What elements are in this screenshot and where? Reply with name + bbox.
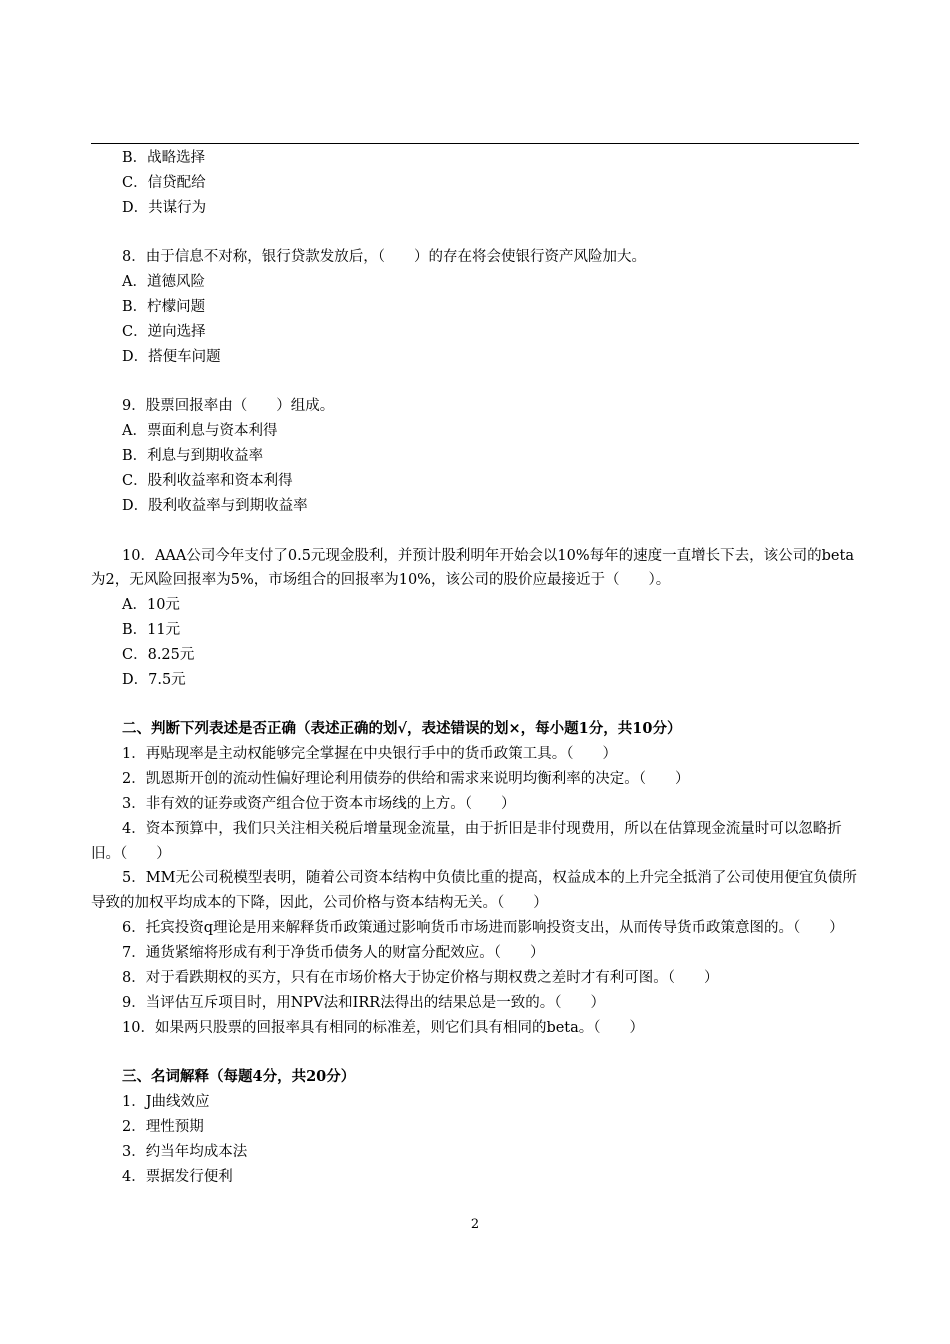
judgment-item: 9．当评估互斥项目时，用NPV法和IRR法得出的结果总是一致的。（ ） xyxy=(122,994,605,1011)
question-10-stem: 10．AAA公司今年支付了0.5元现金股利，并预计股利明年开始会以10%每年的速度一直增长下去，该公司的beta为2，无风险回报率为5%，市场组合的回报率为10%，该公司的股价应最接近于（ ）。 xyxy=(91,547,854,589)
section-3-heading: 三、名词解释（每题4分，共20分） xyxy=(122,1068,356,1086)
option-line: B．11元 xyxy=(122,622,181,639)
option-line: C．股利收益率和资本利得 xyxy=(122,472,293,489)
option-line: C．8.25元 xyxy=(122,646,195,663)
option-line: A．票面利息与资本利得 xyxy=(122,423,278,440)
header-rule xyxy=(91,143,859,144)
judgment-item: 2．凯恩斯开创的流动性偏好理论利用债券的供给和需求来说明均衡利率的决定。（ ） xyxy=(122,771,690,788)
page-content xyxy=(91,146,863,1189)
option-line: D．7.5元 xyxy=(122,671,186,688)
option-line: D．共谋行为 xyxy=(122,199,207,216)
judgment-item: 10．如果两只股票的回报率具有相同的标准差，则它们具有相同的beta。（ ） xyxy=(122,1019,645,1036)
option-line: D．搭便车问题 xyxy=(122,348,221,365)
section-2-heading: 二、判断下列表述是否正确（表述正确的划√，表述错误的划×，每小题1分，共10分） xyxy=(122,720,682,738)
page-number: 2 xyxy=(470,1217,480,1232)
term-item: 2．理性预期 xyxy=(122,1118,204,1135)
term-item: 4．票据发行便利 xyxy=(122,1168,233,1185)
judgment-item: 1．再贴现率是主动权能够完全掌握在中央银行手中的货币政策工具。（ ） xyxy=(122,746,617,763)
option-line: D．股利收益率与到期收益率 xyxy=(122,497,308,514)
judgment-item: 7．通货紧缩将形成有利于净货币债务人的财富分配效应。（ ） xyxy=(122,945,545,961)
judgment-item: 4．资本预算中，我们只关注相关税后增量现金流量，由于折旧是非付现费用，所以在估算现金流量时可以忽略折旧。（ ） xyxy=(91,820,842,862)
question-9-stem: 9．股票回报率由（ ）组成。 xyxy=(122,398,335,415)
judgment-item: 5．MM无公司税模型表明，随着公司资本结构中负债比重的提高，权益成本的上升完全抵消了公司使用便宜负债所导致的加权平均成本的下降，因此，公司价格与资本结构无关。（ ） xyxy=(91,870,857,912)
term-item: 3．约当年均成本法 xyxy=(122,1143,248,1160)
option-line: B．利息与到期收益率 xyxy=(122,448,264,465)
option-line: B．战略选择 xyxy=(122,150,206,166)
judgment-item: 8．对于看跌期权的买方，只有在市场价格大于协定价格与期权费之差时才有利可图。（ ） xyxy=(122,969,719,986)
option-line: A．10元 xyxy=(122,597,180,614)
option-line: C．信贷配给 xyxy=(122,174,206,191)
term-item: 1．J曲线效应 xyxy=(122,1094,210,1111)
option-line: B．柠檬问题 xyxy=(122,299,206,316)
judgment-item: 6．托宾投资q理论是用来解释货币政策通过影响货币市场进而影响投资支出，从而传导货币政策意图的。（ ） xyxy=(122,920,844,937)
option-line: A．道德风险 xyxy=(122,274,205,291)
question-8-stem: 8．由于信息不对称，银行贷款发放后，（ ）的存在将会使银行资产风险加大。 xyxy=(122,249,646,266)
judgment-item: 3．非有效的证券或资产组合位于资本市场线的上方。（ ） xyxy=(122,795,516,812)
option-line: C．逆向选择 xyxy=(122,323,206,340)
